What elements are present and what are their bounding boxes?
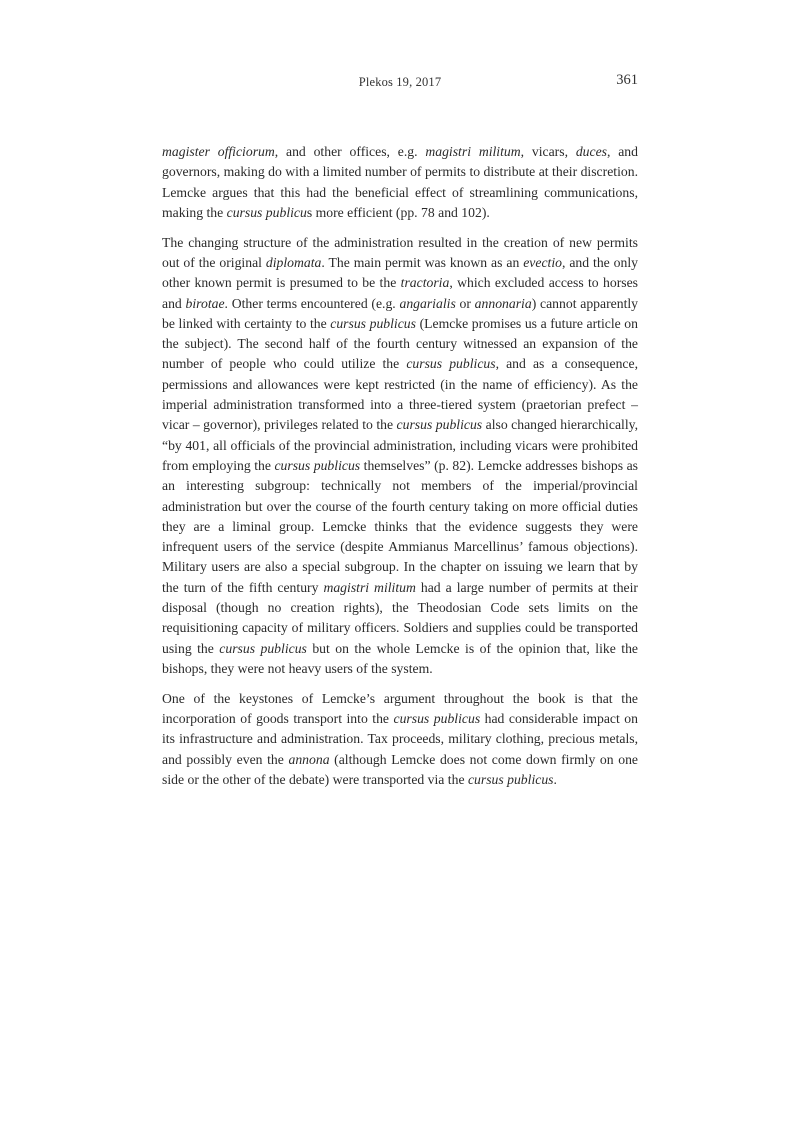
body-paragraph: One of the keystones of Lemcke’s argument throughout the book is that the incorporation of goods transport into the cursus publicus had considerable impact on its infrastructure and administration. Tax proceeds, military clothing, precious metals, and possibly even the annona (although Lemcke does not come down firmly on one side or the other of the debate) were transported via the cursus publicus. (162, 690, 638, 787)
page-number: 361 (616, 72, 638, 88)
running-head (162, 72, 638, 94)
body-paragraph: magister officiorum, and other offices, e.g. magistri militum, vicars, duces, and governors, making do with a limited number of permits to distribute at their discretion. Lemcke argues that this had the beneficial effect of streamlining communications, making the cursus publicus more efficient (pp. 78 and 102). (162, 144, 638, 220)
body-text-column (162, 142, 638, 790)
body-paragraph: The changing structure of the administration resulted in the creation of new permits out of the original diplomata. The main permit was known as an evectio, and the only other known permit is presumed to be the tractoria, which excluded access to horses and birotae. Other terms encountered (e.g. angarialis or annonaria) cannot apparently be linked with certainty to the cursus publicus (Lemcke promises us a future article on the subject). The second half of the fourth century witnessed an expansion of the number of people who could utilize the cursus publicus, and as a consequence, permissions and allowances were kept restricted (in the name of efficiency). As the imperial administration transformed into a three-tiered system (praetorian prefect – vicar – governor), privileges related to the cursus publicus also changed hierarchically, “by 401, all officials of the provincial administration, including vicars were prohibited from employing the cursus publicus themselves” (p. 82). Lemcke addresses bishops as an interesting subgroup: technically not members of the imperial/provincial administration but over the course of the fourth century taking on more official duties they are a liminal group. Lemcke thinks that the evidence suggests they were infrequent users of the service (despite Ammianus Marcellinus’ famous objections). Military users are also a special subgroup. In the chapter on issuing we learn that by the turn of the fifth century magistri militum had a large number of permits at their disposal (though no creation rights), the Theodosian Code sets limits on the requisitioning capacity of military officers. Soldiers and supplies could be transported using the cursus publicus but on the whole Lemcke is of the opinion that, like the bishops, they were not heavy users of the system. (162, 234, 639, 676)
running-head-title: Plekos 19, 2017 (358, 75, 442, 89)
